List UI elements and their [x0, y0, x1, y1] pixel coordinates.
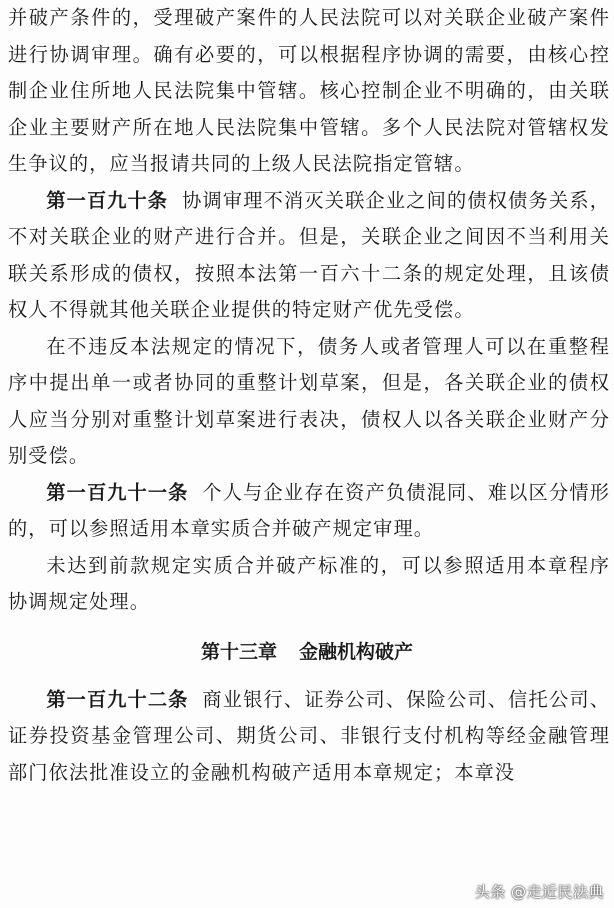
article-190	[0, 183, 614, 329]
article-number: 第一百九十条	[46, 188, 169, 212]
article-text: 个人与企业存在资产负债混同、难以区分情形的，可以参照适用本章实质合并破产规定审理。	[8, 480, 611, 540]
article-text: 商业银行、证券公司、保险公司、信托公司、证券投资基金管理公司、期货公司、非银行支付机构等经金融管理部门依法批准设立的金融机构破产适用本章规定；本章没	[8, 687, 611, 784]
paragraph-continuation: 并破产条件的，受理破产案件的人民法院可以对关联企业破产案件进行协调审理。确有必要的，可以根据程序协调的需要，由核心控制企业住所地人民法院集中管辖。核心控制企业不明确的，由关联企业主要财产所在地人民法院集中管辖。多个人民法院对管辖权发生争议的，应当报请共同的上级人民法院指定管辖。	[8, 6, 610, 175]
chapter-number: 第十三章	[200, 640, 277, 663]
chapter-heading	[0, 634, 614, 670]
article-number: 第一百九十一条	[46, 480, 189, 504]
article-192	[0, 682, 614, 792]
article-190-paragraph-2: 在不违反本法规定的情况下，债务人或者管理人可以在重整程序中提出单一或者协同的重整计划草案，但是，各关联企业的债权人应当分别对重整计划草案进行表决，债权人以各关联企业财产分别受偿。	[8, 334, 610, 467]
chapter-title: 金融机构破产	[299, 640, 414, 663]
article-text: 协调审理不消灭关联企业之间的债权债务关系，不对关联企业的财产进行合并。但是，关联企业之间因不当利用关联关系形成的债权，按照本法第一百六十二条的规定处理，且该债权人不得就其他关联企业提供的特定财产优先受偿。	[8, 188, 610, 321]
watermark: 头条 @走近民法典	[474, 883, 604, 901]
article-number: 第一百九十二条	[46, 687, 189, 711]
article-191	[0, 475, 614, 548]
article-191-paragraph-2: 未达到前款规定实质合并破产标准的，可以参照适用本章程序协调规定处理。	[8, 553, 610, 613]
